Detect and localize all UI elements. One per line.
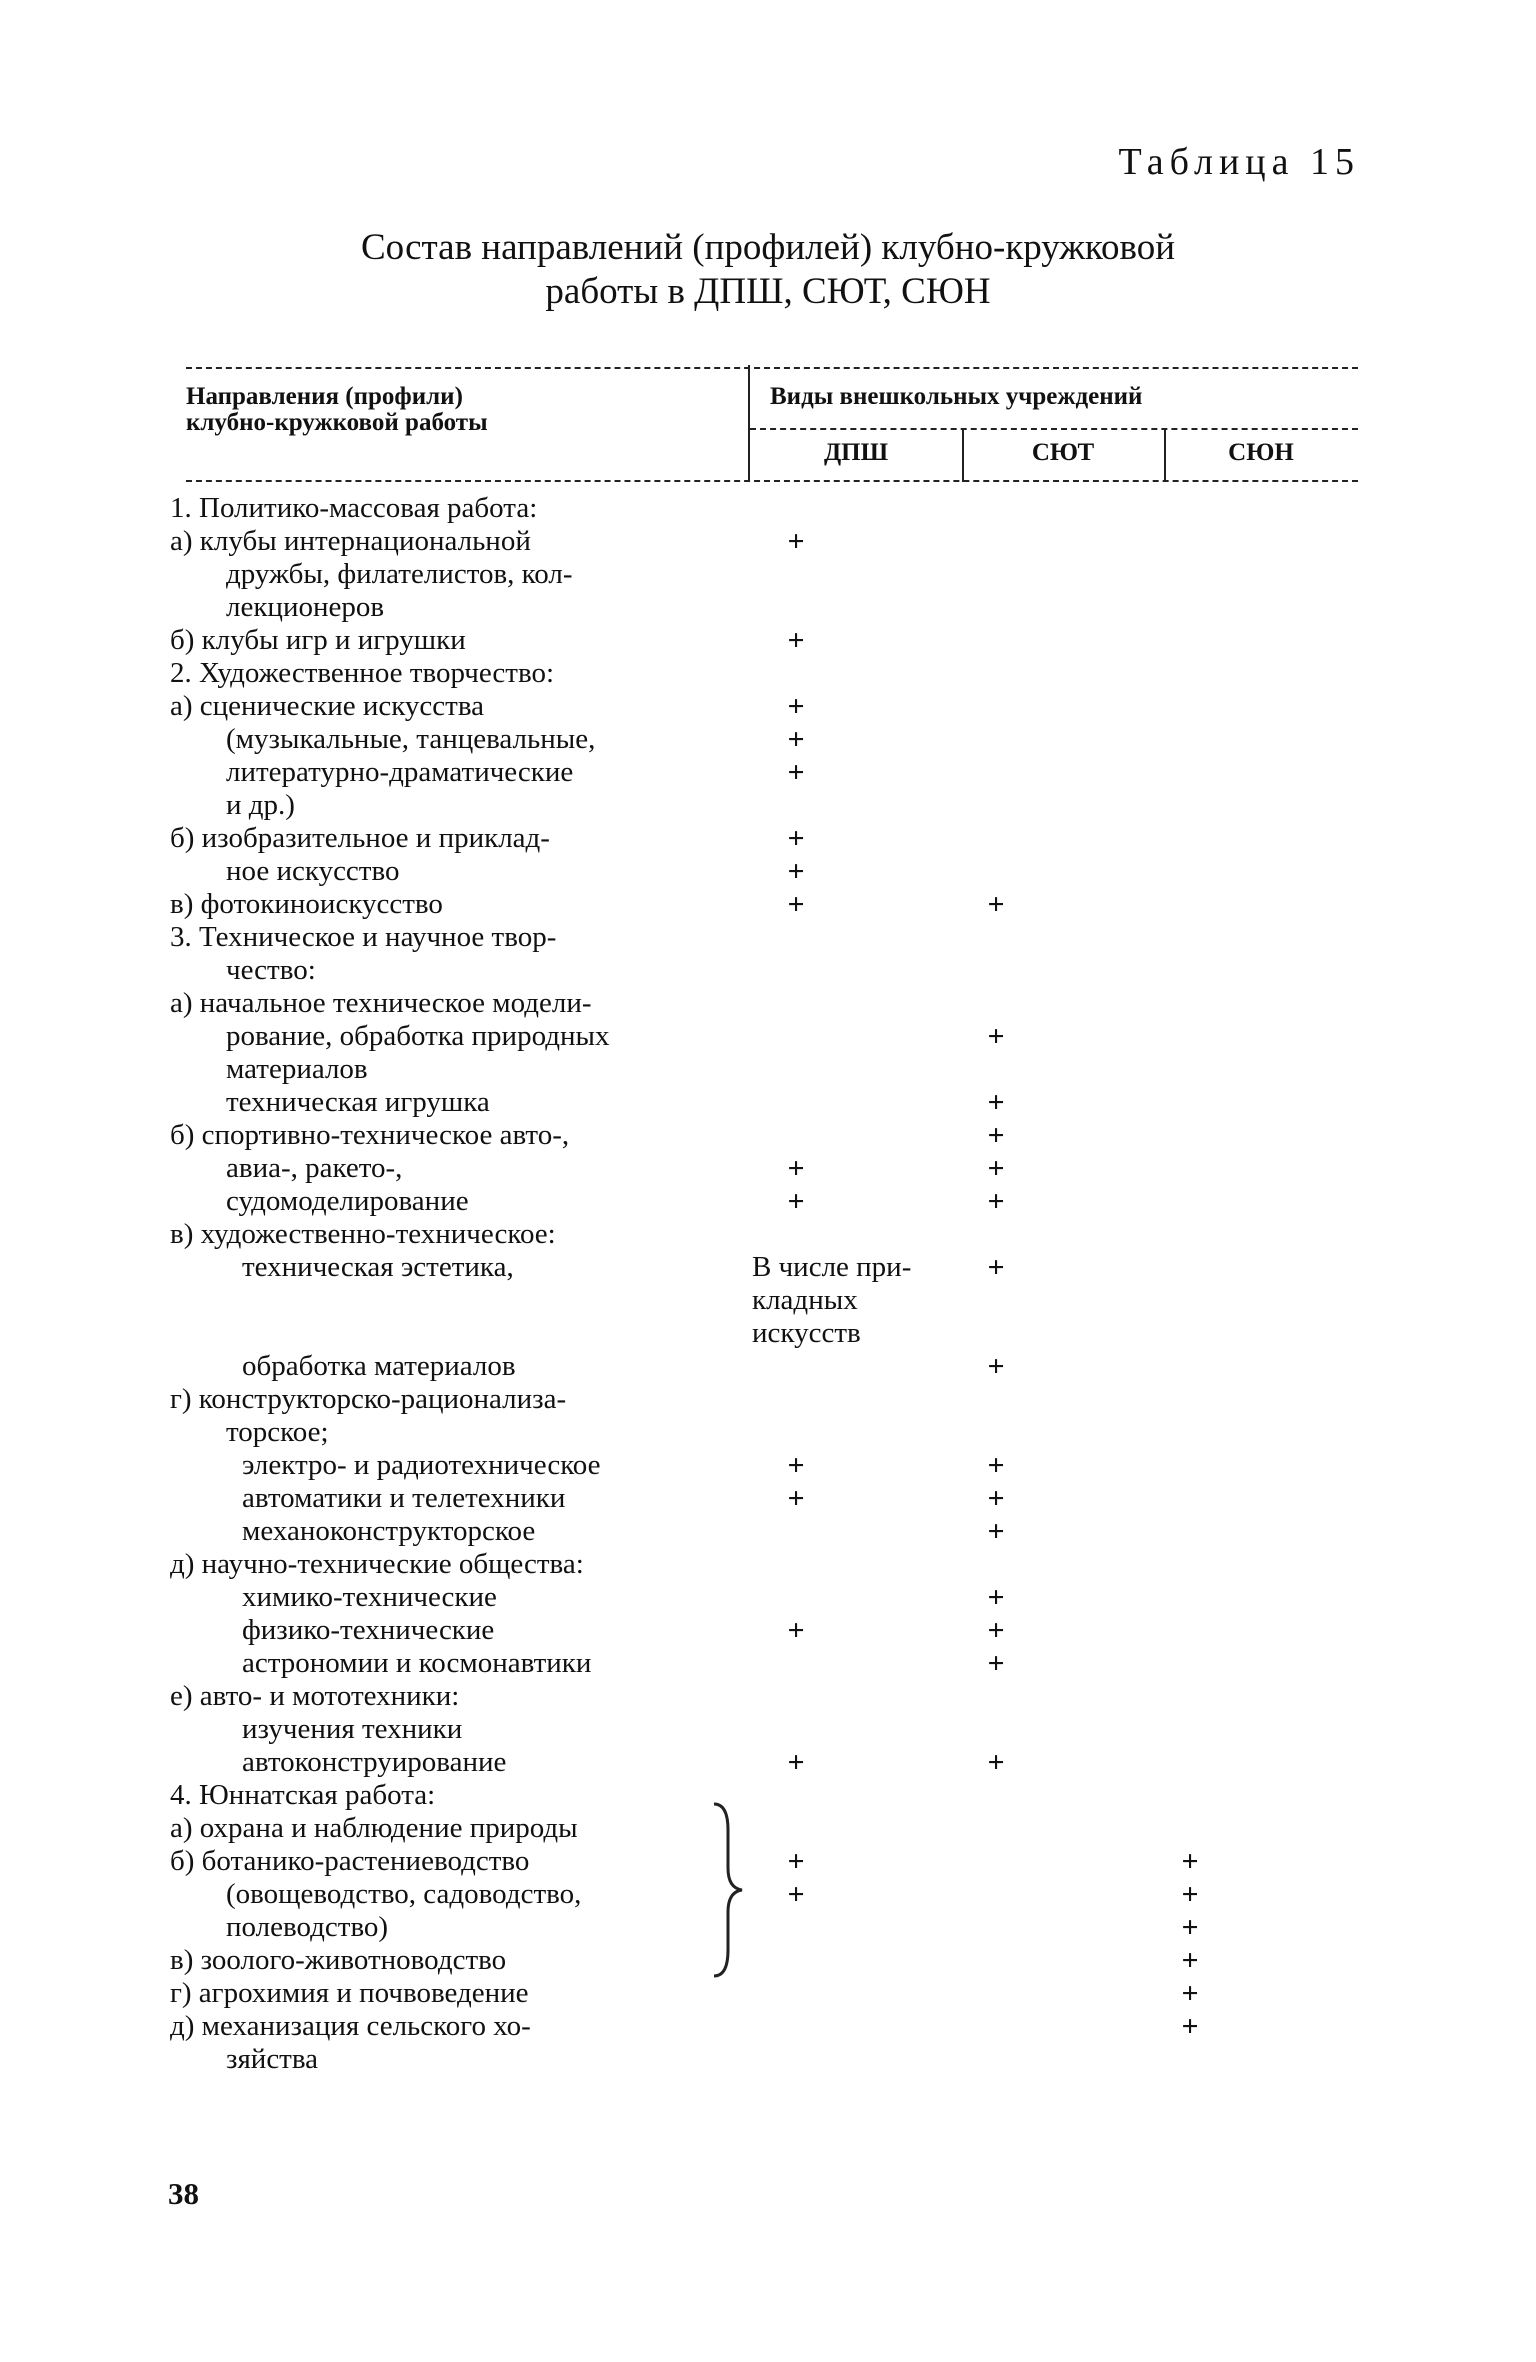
mark-dpsh: + <box>787 624 805 657</box>
table-title-line-1: Состав направлений (профилей) клубно-кружковой <box>361 227 1175 268</box>
row-label: материалов <box>226 1053 368 1085</box>
row-label: механоконструкторское <box>242 1515 536 1547</box>
mark-syut: + <box>987 1350 1005 1383</box>
table-row <box>0 690 1536 723</box>
table-row <box>0 855 1536 888</box>
row-label: 2. Художественное творчество: <box>170 657 555 689</box>
table-row <box>0 921 1536 954</box>
mark-dpsh: + <box>787 1878 805 1911</box>
mark-syun: + <box>1181 1878 1199 1911</box>
table-row <box>0 525 1536 558</box>
table-row <box>0 558 1536 591</box>
row-label: техническая эстетика, <box>242 1251 514 1283</box>
header-col-dpsh: ДПШ <box>823 439 889 466</box>
header-bottom-rule <box>186 480 1358 482</box>
mark-syut: + <box>987 1614 1005 1647</box>
mark-syut: + <box>987 1515 1005 1548</box>
mark-dpsh: + <box>787 888 805 921</box>
row-label: зяйства <box>226 2043 319 2075</box>
row-label: д) механизация сельского хо- <box>170 2010 531 2042</box>
table-row <box>0 1449 1536 1482</box>
table-row <box>0 1581 1536 1614</box>
mark-syun: + <box>1181 2010 1199 2043</box>
header-mid-rule <box>750 428 1358 430</box>
row-label: автоконструирование <box>242 1746 507 1778</box>
table-row <box>0 1812 1536 1845</box>
row-label: (музыкальные, танцевальные, <box>226 723 596 755</box>
row-label: г) конструкторско-рационализа- <box>170 1383 567 1415</box>
table-row <box>0 624 1536 657</box>
mark-dpsh: + <box>787 1482 805 1515</box>
table-row <box>0 987 1536 1020</box>
row-label: чество: <box>226 954 316 986</box>
row-label: литературно-драматические <box>226 756 574 788</box>
table-row <box>0 1680 1536 1713</box>
row-label: 1. Политико-массовая работа: <box>170 492 538 524</box>
table-row <box>0 1152 1536 1185</box>
header-col-syut: СЮТ <box>1031 439 1095 466</box>
mark-dpsh: + <box>787 1845 805 1878</box>
table-row <box>0 1713 1536 1746</box>
row-label: изучения техники <box>242 1713 463 1745</box>
row-label: рование, обработка природных <box>226 1020 610 1052</box>
table-row <box>0 1548 1536 1581</box>
row-note: В числе при- <box>752 1251 912 1283</box>
table-row <box>0 492 1536 525</box>
row-label: электро- и радиотехническое <box>242 1449 601 1481</box>
mark-dpsh: + <box>787 822 805 855</box>
mark-syut: + <box>987 1251 1005 1284</box>
header-col1-line2: клубно-кружковой работы <box>186 409 488 436</box>
mark-dpsh: + <box>787 1449 805 1482</box>
row-label: в) фотокиноискусство <box>170 888 443 920</box>
header-group-label: Виды внешкольных учреждений <box>770 383 1143 410</box>
header-col1-line1: Направления (профили) <box>186 383 463 410</box>
table-row <box>0 2043 1536 2076</box>
mark-dpsh: + <box>787 1185 805 1218</box>
row-label: (овощеводство, садоводство, <box>226 1878 582 1910</box>
row-label: торское; <box>226 1416 329 1448</box>
table-row <box>0 954 1536 987</box>
row-label: автоматики и телетехники <box>242 1482 566 1514</box>
row-label: судомоделирование <box>226 1185 469 1217</box>
row-label: авиа-, ракето-, <box>226 1152 403 1184</box>
mark-dpsh: + <box>787 690 805 723</box>
row-label: а) охрана и наблюдение природы <box>170 1812 578 1844</box>
table-row <box>0 1647 1536 1680</box>
mark-syut: + <box>987 1746 1005 1779</box>
table-row <box>0 1746 1536 1779</box>
table-row <box>0 1878 1536 1911</box>
row-label: в) художественно-техническое: <box>170 1218 556 1250</box>
table-row <box>0 723 1536 756</box>
row-label: 3. Техническое и научное твор- <box>170 921 557 953</box>
table-row <box>0 1119 1536 1152</box>
table-row <box>0 1779 1536 1812</box>
table-row <box>0 1482 1536 1515</box>
row-label: лекционеров <box>226 591 385 623</box>
row-label: химико-технические <box>242 1581 497 1613</box>
row-label: б) спортивно-техническое авто-, <box>170 1119 570 1151</box>
table-row <box>0 1086 1536 1119</box>
mark-syut: + <box>987 1119 1005 1152</box>
table-row <box>0 789 1536 822</box>
mark-syut: + <box>987 1449 1005 1482</box>
table-row <box>0 2010 1536 2043</box>
row-label: астрономии и космонавтики <box>242 1647 592 1679</box>
mark-dpsh: + <box>787 756 805 789</box>
mark-syun: + <box>1181 1911 1199 1944</box>
mark-dpsh: + <box>787 1746 805 1779</box>
table-row <box>0 1020 1536 1053</box>
page-number: 38 <box>168 2176 199 2211</box>
table-row <box>0 1053 1536 1086</box>
table-title-line-2: работы в ДПШ, СЮТ, СЮН <box>545 271 991 312</box>
mark-syut: + <box>987 1086 1005 1119</box>
row-note: искусств <box>752 1317 861 1349</box>
mark-syut: + <box>987 888 1005 921</box>
table-row <box>0 1251 1536 1284</box>
mark-dpsh: + <box>787 855 805 888</box>
row-label: 4. Юннатская работа: <box>170 1779 436 1811</box>
row-label: г) агрохимия и почвоведение <box>170 1977 529 2009</box>
table-row <box>0 1977 1536 2010</box>
row-label: е) авто- и мототехники: <box>170 1680 460 1712</box>
row-label: полеводство) <box>226 1911 389 1943</box>
row-label: б) изобразительное и приклад- <box>170 822 550 854</box>
table-row <box>0 1317 1536 1350</box>
header-top-rule <box>186 367 1358 369</box>
mark-syut: + <box>987 1482 1005 1515</box>
row-label: дружбы, филателистов, кол- <box>226 558 573 590</box>
mark-syut: + <box>987 1581 1005 1614</box>
table-row <box>0 1944 1536 1977</box>
table-row <box>0 822 1536 855</box>
table-row <box>0 1845 1536 1878</box>
mark-syut: + <box>987 1152 1005 1185</box>
row-label: техническая игрушка <box>226 1086 490 1118</box>
table-row <box>0 1185 1536 1218</box>
table-row <box>0 657 1536 690</box>
table-row <box>0 756 1536 789</box>
table-row <box>0 1911 1536 1944</box>
row-label: д) научно-технические общества: <box>170 1548 584 1580</box>
table-row <box>0 1515 1536 1548</box>
table-row <box>0 1416 1536 1449</box>
row-label: ное искусство <box>226 855 400 887</box>
table-row <box>0 1383 1536 1416</box>
table-row <box>0 1218 1536 1251</box>
row-label: а) начальное техническое модели- <box>170 987 592 1019</box>
mark-syun: + <box>1181 1944 1199 1977</box>
mark-dpsh: + <box>787 723 805 756</box>
mark-syut: + <box>987 1647 1005 1680</box>
row-label: и др.) <box>226 789 295 821</box>
mark-syun: + <box>1181 1845 1199 1878</box>
row-note: кладных <box>752 1284 858 1316</box>
table-row <box>0 591 1536 624</box>
header-col-syun: СЮН <box>1228 439 1294 466</box>
row-label: обработка материалов <box>242 1350 516 1382</box>
table-number: Таблица 15 <box>1118 141 1360 183</box>
row-label: б) ботанико-растениеводство <box>170 1845 530 1877</box>
brace-bracket <box>710 1800 750 1980</box>
mark-syun: + <box>1181 1977 1199 2010</box>
mark-dpsh: + <box>787 1152 805 1185</box>
mark-dpsh: + <box>787 1614 805 1647</box>
row-label: в) зоолого-животноводство <box>170 1944 507 1976</box>
row-label: а) сценические искусства <box>170 690 485 722</box>
table-row <box>0 1614 1536 1647</box>
row-label: б) клубы игр и игрушки <box>170 624 466 656</box>
mark-syut: + <box>987 1020 1005 1053</box>
row-label: физико-технические <box>242 1614 495 1646</box>
table-row <box>0 1350 1536 1383</box>
row-label: а) клубы интернациональной <box>170 525 531 557</box>
mark-syut: + <box>987 1185 1005 1218</box>
table-row <box>0 1284 1536 1317</box>
table-row <box>0 888 1536 921</box>
mark-dpsh: + <box>787 525 805 558</box>
